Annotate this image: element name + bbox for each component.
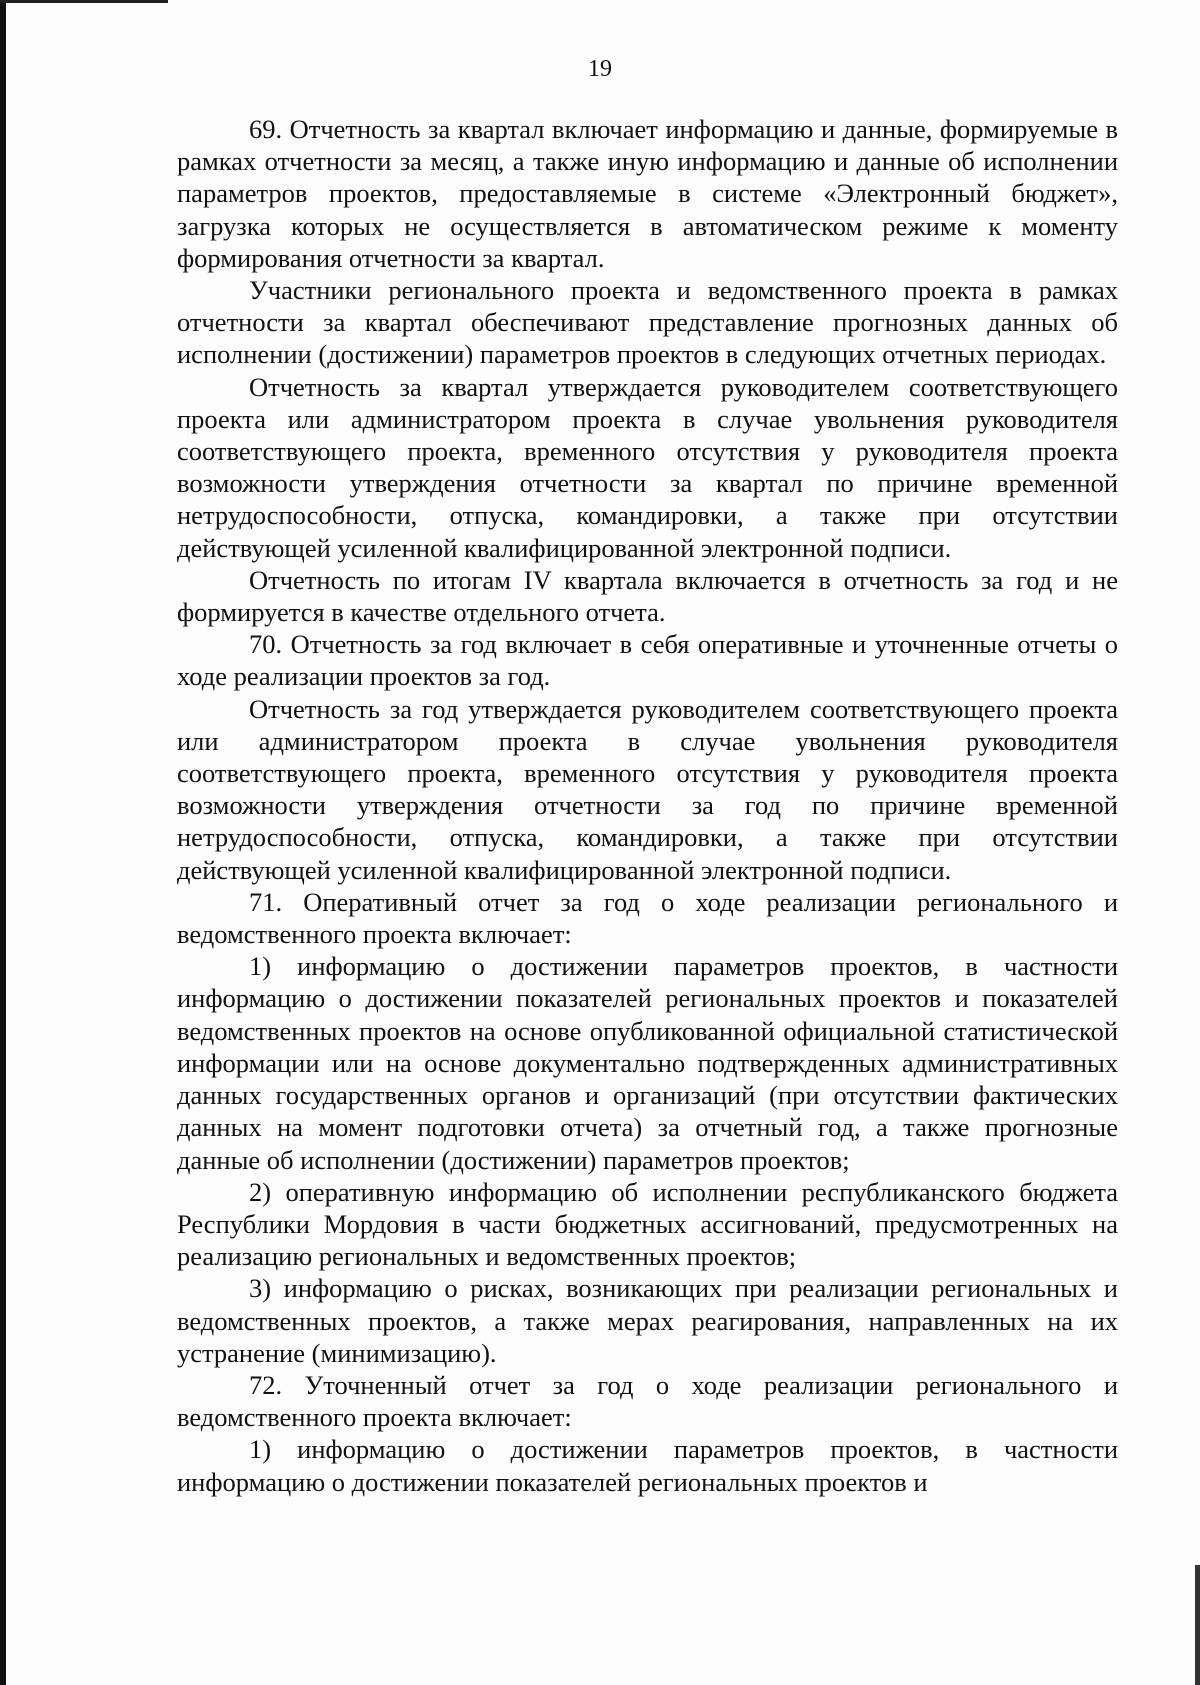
paragraph-71-item-3: 3) информацию о рисках, возникающих при реализации региональных и ведомственных проектов, а также мерах реагирования, направленных на их устранение (минимизацию). [177,1273,1118,1368]
paragraph-72-item-1: 1) информацию о достижении параметров проектов, в частности информацию о достижении показателей региональных проектов и [177,1434,1118,1497]
scan-border-left [0,0,6,1685]
paragraph-participants: Участники регионального проекта и ведомственного проекта в рамках отчетности за квартал обеспечивают представление прогнозных данных об исполнении (достижении) параметров проектов в следующих отчетных периодах. [177,275,1118,370]
paragraph-quarter-iv: Отчетность по итогам IV квартала включается в отчетность за год и не формируется в качестве отдельного отчета. [177,564,1118,628]
scan-border-right [1195,1565,1200,1685]
paragraph-quarter-approval: Отчетность за квартал утверждается руководителем соответствующего проекта или администратором проекта в случае увольнения руководителя соответствующего проекта, временного отсутствия у руководителя проекта возможности утверждения отчетности за квартал по причине временной нетрудоспособности, отпуска, командировки, а также при отсутствии действующей усиленной квалифицированной электронной подписи. [177,371,1118,563]
paragraph-70: 70. Отчетность за год включает в себя оперативные и уточненные отчеты о ходе реализации проектов за год. [177,629,1118,692]
paragraph-71: 71. Оперативный отчет за год о ходе реализации регионального и ведомственного проекта включает: [177,886,1118,950]
paragraph-71-item-2: 2) оперативную информацию об исполнении республиканского бюджета Республики Мордовия в части бюджетных ассигнований, предусмотренных на реализацию региональных и ведомственных проектов; [177,1176,1118,1272]
scan-border-top [0,0,168,3]
page-number: 19 [588,56,612,82]
paragraph-year-approval: Отчетность за год утверждается руководителем соответствующего проекта или администратором проекта в случае увольнения руководителя соответствующего проекта, временного отсутствия у руководителя проекта возможности утверждения отчетности за год по причине временной нетрудоспособности, отпуска, командировки, а также при отсутствии действующей усиленной квалифицированной электронной подписи. [177,693,1118,885]
paragraph-69: 69. Отчетность за квартал включает информацию и данные, формируемые в рамках отчетности за месяц, а также иную информацию и данные об исполнении параметров проектов, предоставляемые в системе «Электронный бюджет», загрузка которых не осуществляется в автоматическом режиме к моменту формирования отчетности за квартал. [177,114,1118,273]
document-body [177,113,1118,1498]
paragraph-71-item-1: 1) информацию о достижении параметров проектов, в частности информацию о достижении показателей региональных проектов и показателей ведомственных проектов на основе опубликованной официальной статистической информации или на основе документально подтвержденных административных данных государственных органов и организаций (при отсутствии фактических данных на момент подготовки отчета) за отчетный год, а также прогнозные данные об исполнении (достижении) параметров проектов; [177,951,1118,1175]
paragraph-72: 72. Уточненный отчет за год о ходе реализации регионального и ведомственного проекта включает: [177,1369,1118,1433]
